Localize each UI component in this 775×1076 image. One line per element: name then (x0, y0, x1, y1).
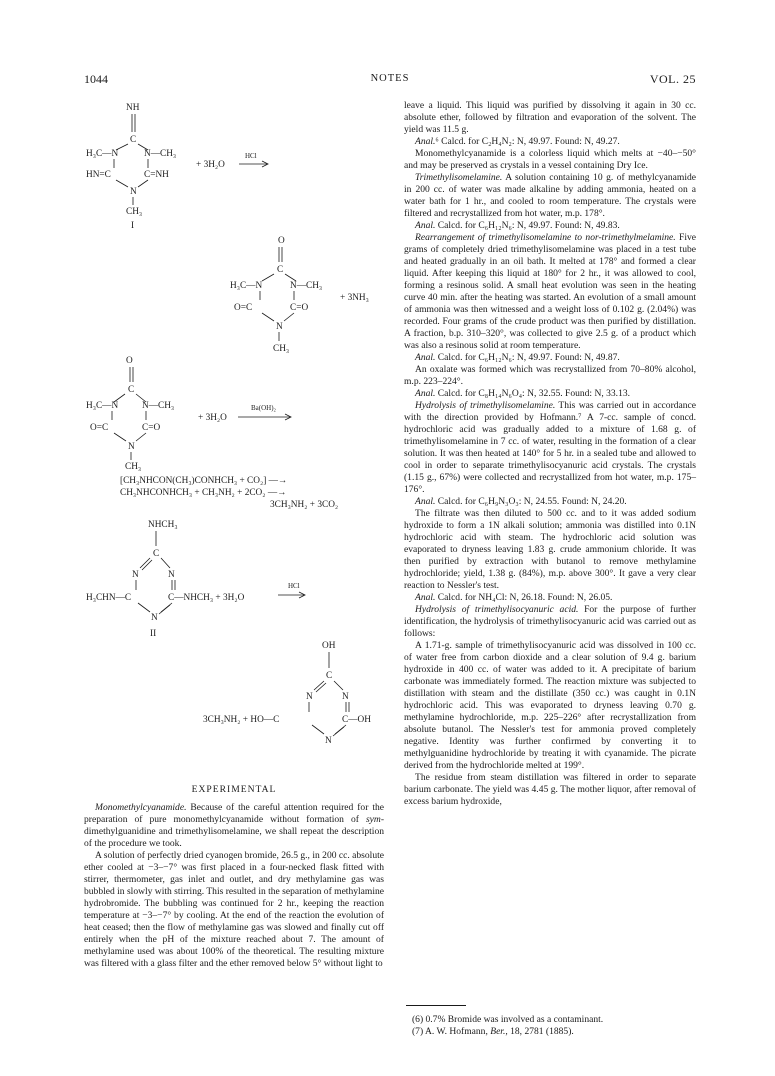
analysis-line: Anal. Calcd. for C₆H₉N₃O₃: N, 24.55. Found: N, 24.20. (415, 496, 627, 507)
paragraph: Rearrangement of trimethylisomelamine to nor-trimethylmelamine. Five grams of completely dried trimethylisomelamine was placed in a test tube and heated gradually in an oil bath. It melted at 178° and formed a clear liquid. After keeping this liquid at 180° for 2 hr., it was allowed to cool, forming a resinous solid. A small heat evolution was seen in the heating curve 40 min. after the heating was started. An evolution of a small amount of ammonia was then witnessed and a weight loss of 0.102 g. (2.04%) was recorded. Four grams of the crude product was then purified by distillation. A fraction, b.p. 310–320°, was collected to give 2.5 g. of a product which was also a resinous solid at room temperature. (404, 232, 696, 351)
s5-top-oh: OH (322, 641, 336, 651)
s5-left-n: N (306, 692, 313, 702)
s1-nh: NH (126, 103, 140, 113)
s3-top-o: O (126, 356, 133, 366)
s4-left-n: N (132, 570, 139, 580)
paragraph: The residue from steam distillation was filtered in order to separate barium carbonate. The yield was 4.45 g. The mother liquor, after removal of excess barium hydroxide, (404, 772, 696, 807)
s5-bottom-n: N (325, 736, 332, 746)
s3-bottom-n: N (128, 442, 135, 452)
s1-left-n: H₃C—N (86, 149, 119, 159)
analysis-line: Anal. Calcd. for C₆H₁₂N₆: N, 49.97. Found: N, 49.83. (415, 220, 620, 231)
running-title: NOTES (370, 73, 410, 84)
experimental-section (84, 784, 384, 970)
experimental-paragraph-1: Monomethylcyanamide. Because of the careful attention required for the preparation of pure monomethylcyanamide without formation of sym-dimethylguanidine and trimethylisomelamine, we shall repeat the description of the procedure we took. (84, 802, 384, 849)
s3-eq1: [CH₃NHCON(CH₃)CONHCH₃ + CO₂] —→ (120, 476, 288, 486)
s5-products: 3CH₃NH₂ + HO—C (203, 715, 280, 725)
s1-label: I (131, 221, 135, 231)
s4-right-n: N (168, 570, 175, 580)
s2-right-n: N—CH₃ (290, 281, 323, 291)
reaction-schemes-svg (84, 100, 384, 780)
s2-top-o: O (278, 236, 285, 246)
analysis-line: Anal. Calcd. for C₆H₁₂N₆: N, 49.97. Found: N, 49.87. (415, 352, 620, 363)
s3-right-carbonyl: C=O (142, 423, 161, 433)
s4-label: II (150, 629, 157, 639)
s4-left-sub: H₃CHN—C (86, 593, 132, 603)
s1-right-n: N—CH₃ (144, 149, 177, 159)
paragraph: Monomethylcyanamide is a colorless liquid which melts at −40–−50° and may be preserved as crystals in a vessel containing Dry Ice. (404, 148, 696, 171)
s3-catalyst: Ba(OH)₂ (251, 404, 276, 412)
right-column (404, 100, 696, 808)
s2-product: + 3NH₃ (340, 293, 369, 303)
s1-bottom-methyl: CH₃ (126, 207, 143, 217)
footnotes (406, 1005, 696, 1038)
footnote-6: (6) 0.7% Bromide was involved as a contaminant. (412, 1014, 604, 1025)
paragraph: An oxalate was formed which was recrystallized from 70–80% alcohol, m.p. 223–224°. (404, 364, 696, 387)
scheme-1 (86, 103, 268, 231)
paragraph: A 1.71-g. sample of trimethylisocyanuric acid was dissolved in 100 cc. of water free from carbon dioxide and a clear solution of 9.4 g. barium hydroxide in 400 cc. of water was added to it. A precipitate of barium carbonate was immediately formed. The reaction mixture was subjected to distillation with steam and the distillate (350 cc.) was caught in 0.1N hydrochloric acid. This was evaporated to dryness leaving 0.70 g. methylamine hydrochloride, m.p. 225–226° after recrystallization from absolute butanol. The Nessler's test for ammonia proved completely negative. Identity was further confirmed by converting it to methylguanidine hydrochloride by treating it with cyanamide. The picrate derived from the hydrochloride melted at 199°. (404, 640, 696, 771)
experimental-heading: EXPERIMENTAL (191, 784, 277, 795)
footnote-rule (406, 1005, 466, 1006)
analysis-line: Anal. Calcd. for NH₄Cl: N, 26.18. Found: N, 26.05. (415, 592, 613, 603)
s1-left-imine: HN=C (86, 170, 111, 180)
left-column (84, 100, 384, 1000)
svg-text:C: C (130, 135, 137, 145)
analysis-line: Anal. Calcd. for C₈H₁₄N₆O₄: N, 32.55. Found: N, 33.13. (415, 388, 631, 399)
s2-bottom-n: N (276, 322, 283, 332)
s4-bottom-n: N (151, 613, 158, 623)
paragraph: Hydrolysis of trimethylisocyanuric acid. For the purpose of further identification, the hydrolysis of trimethylisocyanuric acid was carried out as follows: (404, 604, 696, 639)
s3-left-n: H₃C—N (86, 401, 119, 411)
s4-right-sub: C—NHCH₃ + 3H₂O (168, 593, 245, 603)
s2-left-carbonyl: O=C (234, 303, 253, 313)
volume-label: VOL. 25 (649, 72, 696, 86)
experimental-paragraph-2: A solution of perfectly dried cyanogen bromide, 26.5 g., in 200 cc. absolute ether cooled at −3–−7° was first placed in a four-necked flask fitted with stirrer, thermometer, gas inlet and outlet, and dry methylamine gas was bubbled in slowly with stirring. This resulted in the separation of methylamine hydrobromide. The bubbling was continued for 2 hr., keeping the reaction temperature at −3–−7° by cooling. At the end of the reaction the evolution of heat ceased; then the flow of methylamine gas was slowed and finally cut off entirely when the pH of the mixture reached about 7. The amount of methylamine used was about 100% of the theoretical. The resulting mixture was filtered with a glass filter and the ether removed below 5° without light to (84, 850, 384, 969)
s3-eq3: 3CH₃NH₂ + 3CO₂ (270, 500, 339, 510)
paragraph: Trimethylisomelamine. A solution containing 10 g. of methylcyanamide in 200 cc. of water was made alkaline by adding ammonia, heated on a water bath for 1 hr., and cooled to room temperature. The crystals were filtered and recrystallized from hot water, m.p. 178°. (404, 172, 696, 219)
s2-left-n: H₃C—N (230, 281, 263, 291)
s5-right-oh: C—OH (342, 715, 371, 725)
s1-catalyst: HCl (245, 152, 257, 160)
s3-right-n: N—CH₃ (142, 401, 175, 411)
s4-catalyst: HCl (288, 582, 300, 590)
s3-reagent: + 3H₂O (198, 413, 227, 423)
paragraph: leave a liquid. This liquid was purified by dissolving it again in 30 cc. absolute ether, followed by filtration and evaporation of the solvent. The yield was 11.5 g. (404, 100, 696, 135)
s1-right-imine: C=NH (144, 170, 169, 180)
s3-bottom-methyl: CH₃ (125, 462, 142, 472)
svg-text:C: C (326, 671, 333, 681)
svg-text:C: C (128, 385, 135, 395)
s5-right-n: N (342, 692, 349, 702)
page-number: 1044 (84, 72, 108, 86)
footnote-7: (7) A. W. Hofmann, Ber., 18, 2781 (1885). (412, 1026, 574, 1037)
svg-text:C: C (277, 265, 284, 275)
scheme-4 (86, 520, 305, 639)
s3-eq2: CH₃NHCONHCH₃ + CH₃NH₂ + 2CO₂ —→ (120, 488, 287, 498)
s2-right-carbonyl: C=O (290, 303, 309, 313)
page-header (84, 72, 696, 88)
scheme-5 (203, 641, 371, 746)
s2-bottom-methyl: CH₃ (273, 344, 290, 354)
paragraph: The filtrate was then diluted to 500 cc. and to it was added sodium hydroxide to form a 1N alkali solution; ammonia was distilled into 0.1N hydrochloric acid with steam. The hydrochloric acid solution was evaporated to dryness leaving 1.83 g. crude ammonium chloride. It was then purified by extraction with butanol to remove methylamine hydrochloride; yield, 1.38 g. (84%), m.p. above 300°. It gave a very clear reaction to Nessler's test. (404, 508, 696, 591)
reaction-schemes (84, 100, 384, 780)
s1-bottom-n: N (130, 187, 137, 197)
s3-left-carbonyl: O=C (90, 423, 109, 433)
svg-text:C: C (153, 549, 160, 559)
scheme-3 (86, 356, 338, 510)
scheme-2 (230, 236, 369, 354)
s1-reagent: + 3H₂O (196, 160, 225, 170)
s4-top-group: NHCH₃ (148, 520, 178, 530)
analysis-line: Anal.⁶ Calcd. for C₂H₄N₂: N, 49.97. Found: N, 49.27. (415, 136, 620, 147)
paragraph: Hydrolysis of trimethylisomelamine. This was carried out in accordance with the direction provided by Hofmann.⁷ A 7-cc. sample of concd. hydrochloric acid was gradually added to a mixture of 1.68 g. of trimethylisomelamine in 7 cc. of water, resulting in the formation of a clear solution. It was then heated at 140° for 5 hr. in a sealed tube and allowed to cool in order to separate trimethylisocyanuric acid crystals. The crystals (1.15 g., 67%) were collected and recrystallized from hot water, m.p. 175–176°. (404, 400, 697, 495)
